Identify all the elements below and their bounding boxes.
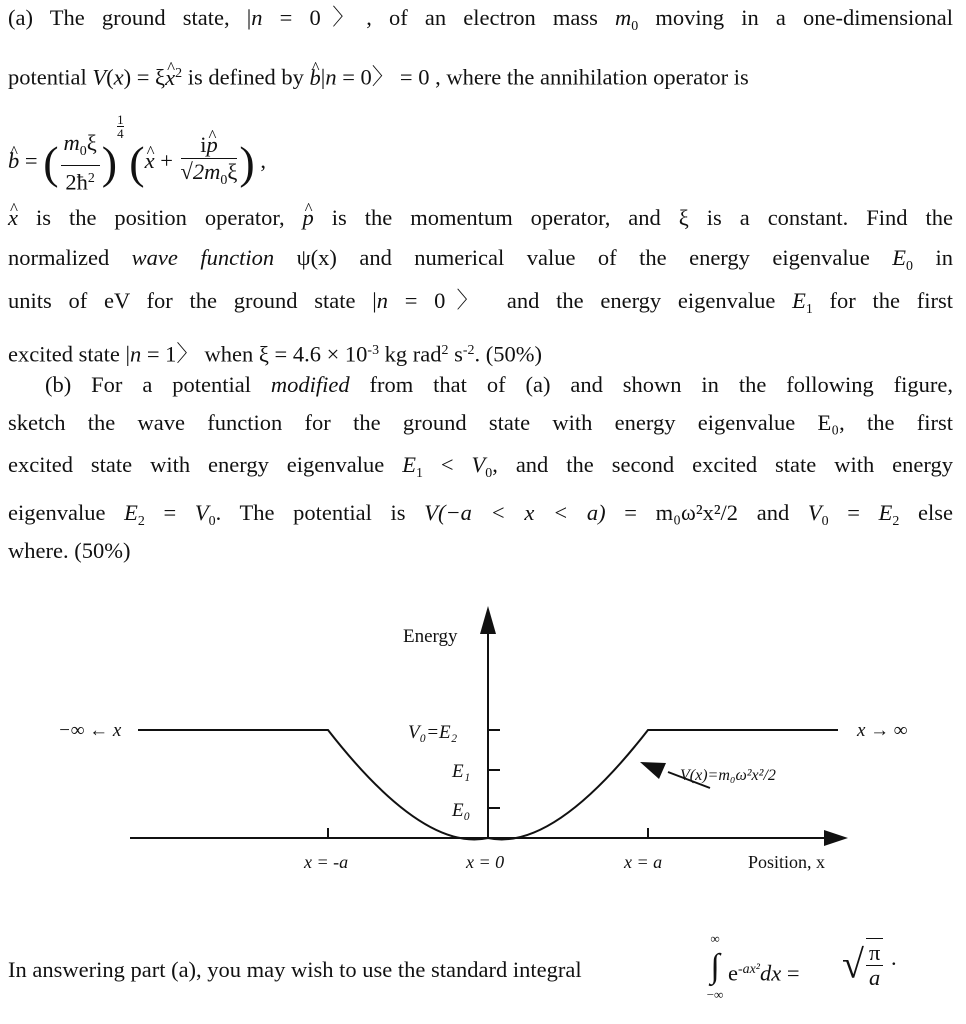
- part-a-line-5: normalized wave function ψ(x) and numerical value of the energy eigenvalue $E_0$ in: [8, 245, 953, 274]
- integral-expression: $e^{-ax^2}dx$ =: [728, 960, 800, 986]
- part-b-line-1: (b) For a potential modified from that of (a) and shown in the following figure,: [45, 372, 953, 397]
- integral-sign: ∞ ∫ −∞: [700, 932, 730, 1018]
- v0-level-label: V₀=E₂: [408, 722, 458, 743]
- annihilation-operator-equation: ^ b = ( $\frac{m_0\xi}{2ħ^2}$ ) $\frac{1}{4}$ (^ x + $\frac{i\^{} p}{√2m_0\xi}$ ) ,: [8, 113, 953, 183]
- part-a-line-4: ^ x is the position operator, ^ p is the momentum operator, and ξ is a constant. Find the: [8, 203, 953, 233]
- x-zero-label: x = 0: [466, 852, 505, 872]
- fraction-m0-xi-over-2hbar2: $\frac{m_0\xi}{2ħ^2}$: [61, 130, 100, 196]
- x-pos-a-label: x = a: [624, 852, 663, 872]
- part-b-line-4: eigenvalue $E_2 = V_0$. The potential is V(−a < x < a) = m₀ω²x²/2 and $V_0 = E_2$ else: [8, 500, 954, 529]
- part-b-line-2: sketch the wave function for the ground state with energy eigenvalue E₀, the first: [8, 410, 953, 435]
- e0-level-label: E₀: [452, 800, 471, 821]
- part-a-line-1: (a) The ground state, |n = 0〉, of an electron mass $m_0$ moving in a one-dimensional: [8, 5, 953, 34]
- energy-axis-arrow-icon: [480, 606, 496, 634]
- left-infinity-label: −∞ ← x: [58, 720, 122, 741]
- potential-figure: [0, 590, 966, 890]
- curve-formula-label: V(x)=m₀ω²x²/2: [680, 767, 776, 784]
- part-a-line-7: excited state |n = 1〉 when $\xi = 4.6 \times 10^{-3}$ kg rad$^2$ $s^{-2}$. (50%): [8, 341, 542, 367]
- part-a-line-2: potential V(x) = ξ^ $x^2$ is defined by ^ b|n = 0〉 = 0 , where the annihilation operator is: [8, 59, 953, 93]
- fraction-ip-over-sqrt: $\frac{i\^{} p}{√2m_0\xi}$: [181, 132, 238, 194]
- integral-lower-limit: −∞: [706, 987, 724, 1002]
- curve-pointer-arrow-icon: [640, 762, 666, 779]
- energy-label: Energy: [403, 626, 458, 647]
- x-neg-a-label: x = -a: [304, 852, 349, 872]
- right-infinity-label: x → ∞: [857, 720, 908, 741]
- part-b-line-3: excited state with energy eigenvalue $E_1 < V_0$, and the second excited state with energy: [8, 452, 953, 481]
- part-a-line-6: units of eV for the ground state |n = 0〉 and the energy eigenvalue $E_1$ for the first: [8, 288, 954, 317]
- integral-upper-limit: ∞: [710, 931, 720, 946]
- e1-level-label: E₁: [452, 761, 471, 782]
- x-axis-arrow-icon: [824, 830, 848, 846]
- part-b-line-5: where. (50%): [8, 538, 131, 563]
- x-axis-label: Position, x: [748, 852, 826, 872]
- sqrt-pi-over-a: √ $\frac{\pi}{a}$ .: [842, 940, 897, 990]
- hint-text: In answering part (a), you may wish to use the standard integral: [8, 957, 582, 982]
